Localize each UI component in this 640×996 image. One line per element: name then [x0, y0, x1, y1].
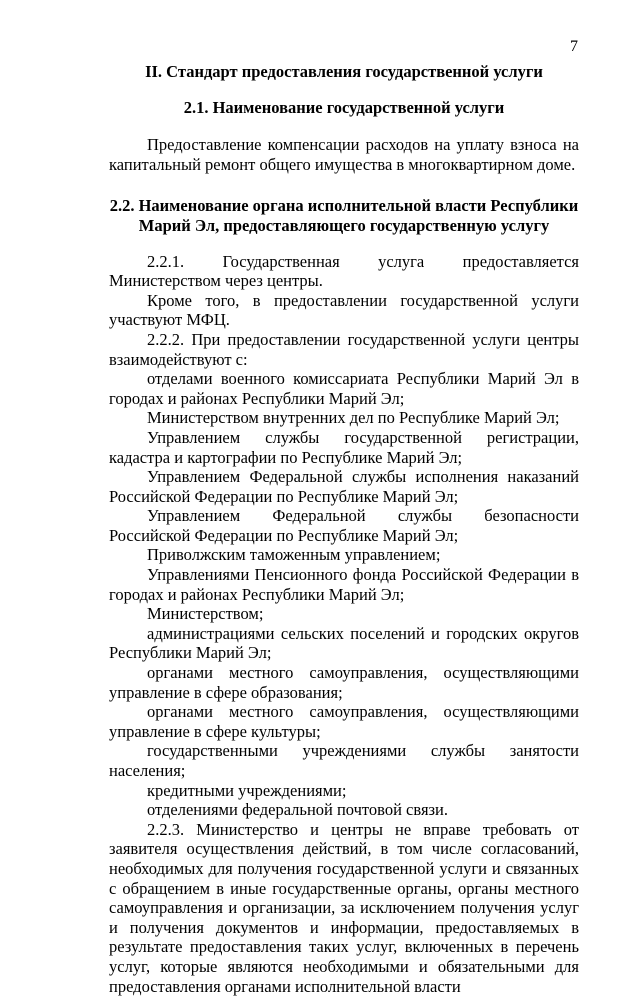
list-item: государственными учреждениями службы занятости населения;	[109, 741, 579, 780]
list-item: Управлениями Пенсионного фонда Российской Федерации в городах и районах Республики Марий Эл;	[109, 565, 579, 604]
subsection-2-1-title: 2.1. Наименование государственной услуги	[183, 97, 505, 117]
paragraph: Кроме того, в предоставлении государственной услуги участвуют МФЦ.	[109, 290, 579, 330]
list-item: Управлением Федеральной службы исполнения наказаний Российской Федерации по Республике Марий Эл;	[109, 467, 579, 506]
list-item: отделениями федеральной почтовой связи.	[147, 800, 449, 820]
subsection-2-2-body	[109, 252, 579, 996]
list-item: Управлением службы государственной регистрации, кадастра и картографии по Республике Марий Эл;	[109, 427, 579, 467]
list-item: Приволжским таможенным управлением;	[147, 545, 441, 565]
list-item: администрациями сельских поселений и городских округов Республики Марий Эл;	[109, 623, 579, 663]
list-item: кредитными учреждениями;	[147, 780, 347, 800]
list-item: Управлением Федеральной службы безопасности Российской Федерации по Республике Марий Эл;	[109, 506, 579, 545]
section-title: II. Стандарт предоставления государственной услуги	[145, 62, 543, 81]
list-item: органами местного самоуправления, осуществляющими управление в сфере образования;	[109, 663, 579, 702]
paragraph: 2.2.3. Министерство и центры не вправе требовать от заявителя осуществления действий, в том числе согласований, необходимых для получения государственной услуги и связанных с обращением в иные государственные органы, органы местного самоуправления и организации, за исключением получения услуг и получения документов и информации, предоставляемых в результате предоставления таких услуг, включенных в перечень услуг, которые являются необходимыми и обязательными для предоставления органами исполнительной власти	[109, 819, 579, 996]
subsection-2-2-title: 2.2. Наименование органа исполнительной власти Республики Марий Эл, предоставляющего государственную услугу	[109, 196, 579, 235]
list-item: органами местного самоуправления, осуществляющими управление в сфере культуры;	[109, 702, 579, 741]
paragraph: 2.2.1. Государственная услуга предоставляется Министерством через центры.	[109, 251, 579, 291]
paragraph: 2.2.2. При предоставлении государственной услуги центры взаимодействуют с:	[109, 329, 579, 369]
list-item: отделами военного комиссариата Республики Марий Эл в городах и районах Республики Марий Эл;	[109, 369, 579, 408]
subsection-2-1-text: Предоставление компенсации расходов на уплату взноса на капитальный ремонт общего имущества в многоквартирном доме.	[109, 135, 579, 174]
page-number: 7	[570, 38, 578, 55]
list-item: Министерством;	[147, 604, 264, 624]
page-content	[109, 60, 579, 996]
list-item: Министерством внутренних дел по Республике Марий Эл;	[147, 408, 560, 428]
